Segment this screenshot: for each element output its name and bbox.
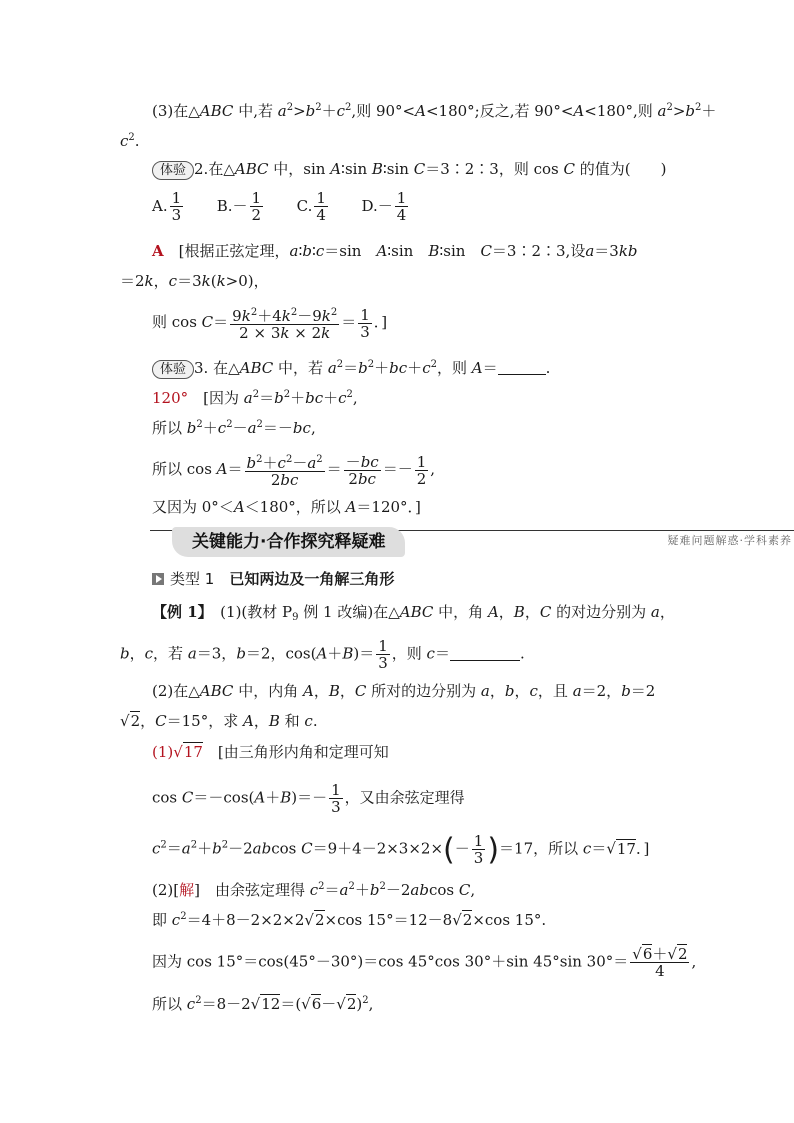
question-3-line-3: 所以 cos A＝ $\frac{b^2+c^2-a^2}{2bc}$ ＝ $\frac{-bc}{2bc}$ ＝－ $\frac{1}{2}$ , [152,452,436,489]
question-2-stem: 体验 2.在△ABC 中，sin A∶sin B∶sin C＝3∶2∶3，则 cos C 的值为( ) [152,158,666,180]
option-d: D.－ $\frac{1}{4}$ [361,189,407,224]
solution-2-line-b: 因为 cos 15°＝cos(45°－30°)＝cos 45°cos 30°＋sin 45°sin 30°＝ $\frac{√6+√2}{4}$ , [152,945,697,980]
solution-2-line-a: 即 $c^2=4+8-2\times 2\times 2√2\times\cos$ 15°＝12－8√2×cos 15°. [152,911,547,929]
example-1-part-2-line-1: (2)在△ABC 中，内角 A，B，C 所对的边分别为 a，b，c，且 a＝2，b＝2 [152,682,656,700]
question-3-line-4: 又因为 0°＜A＜180°，所以 A＝120°．] [152,498,421,516]
solution-1-line-a: cos C＝－cos(A＋B)＝－ $\frac{1}{3}$ ，又由余弦定理得 [152,781,465,816]
section-title: 关键能力·合作探究释疑难 [172,527,405,557]
solution-2-intro: (2)[解] 由余弦定理得 $c^2=a^2+b^2-2abcos$ C, [152,881,476,899]
play-triangle-icon [152,573,164,585]
question-2-explain-3: 则 cos C＝ $\frac{9k^2+4k^2-9k^2}{2 \times 3k \times 2k}$ ＝ $\frac{1}{3}$ ．] [152,305,388,342]
question-2-explain-1: A [根据正弦定理，a∶b∶c＝sin A∶sin B∶sin C＝3∶2∶3,设a＝3kb [152,242,638,260]
example-1-line-1: 【例 1】 (1)(教材 $P_9$ 例 1 改编)在△ABC 中，角 A，B，C 的对边分别为 a， [152,603,675,623]
question-2-explain-2: ＝2k，c＝3k(k>0)， [120,272,269,290]
example-1-part-2-line-2: √2，C＝15°，求 A，B 和 c. [120,712,318,730]
question-2-options [152,190,410,223]
solution-1-intro: (1)√17 [由三角形内角和定理可知 [152,743,389,761]
section-right-caption: 疑难问题解惑·学科素养 [667,534,792,547]
question-3-line-2: 所以 $b^2+c^2-a^2=-bc$, [152,419,316,437]
question-2-answer: A [152,242,164,260]
example-1-line-2: b，c，若 a＝3，b＝2，cos(A＋B)＝ $\frac{1}{3}$ ，则 c＝ . [120,637,525,672]
tiyan-tag-2: 体验 [152,360,194,379]
solution-1-answer: (1)√17 [152,743,203,761]
section-header [150,527,794,561]
item-3-line-2: $c^2$. [120,132,140,150]
option-a: A. $\frac{1}{3}$ [152,189,182,224]
type-1-heading: 类型 1 已知两边及一角解三角形 [152,568,394,590]
tiyan-tag: 体验 [152,161,194,180]
question-3-stem: 体验 3. 在△ABC 中，若 $a^2=b^2+bc+c^2$，则 A＝ . [152,354,550,379]
option-b: B.－ $\frac{1}{2}$ [216,189,262,224]
solution-2-line-c: 所以 $c^2=8-2√12=(√6-√2)^2$, [152,995,374,1013]
option-c: C. $\frac{1}{4}$ [296,189,326,224]
question-3-answer-line: 120° [因为 $a^2=b^2+bc+c^2$, [152,389,358,407]
question-3-answer: 120° [152,389,189,407]
solution-1-line-b: $c^2=a^2+b^2-2abcos$ C＝9＋4－2×3×2×(－ $\frac{1}{3}$ )＝17，所以 c＝√17．] [152,832,650,868]
item-3-line-1: (3)在△ABC 中,若 $a^2>b^2+c^2$,则 90°<A<180°;反之,若 90°<A<180°,则 $a^2>b^2+$ [152,102,717,120]
